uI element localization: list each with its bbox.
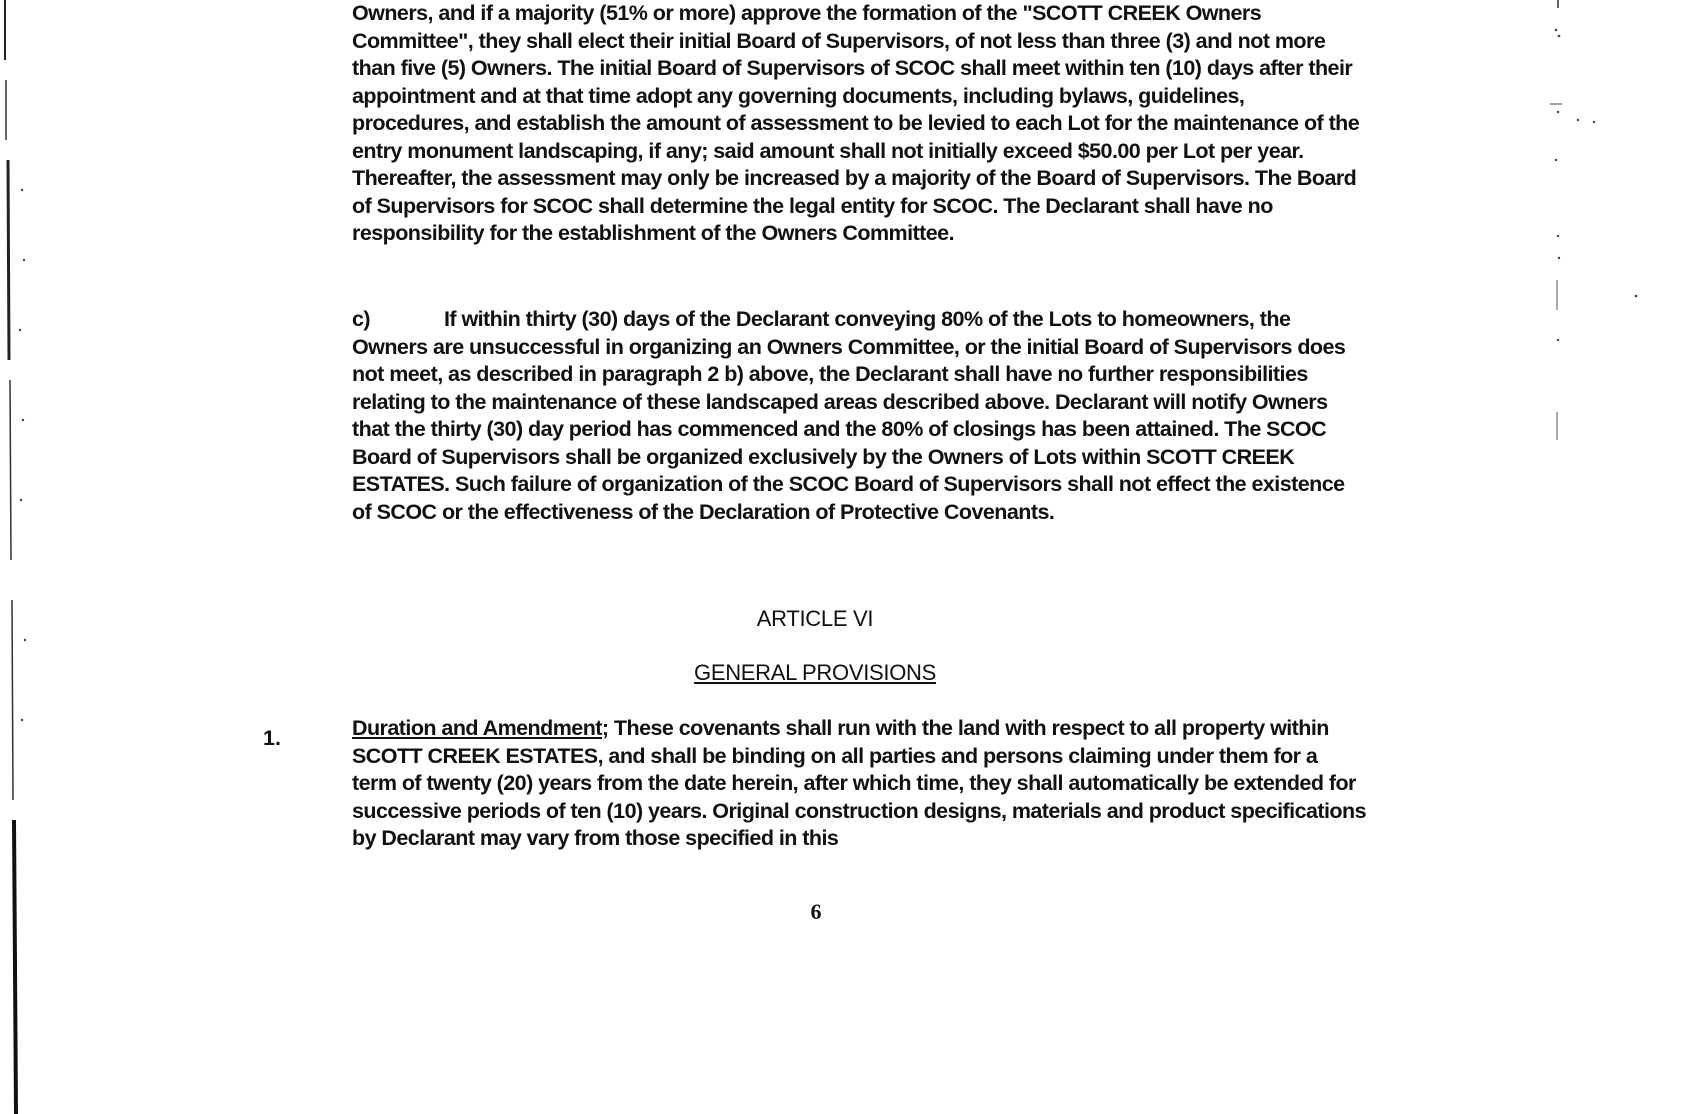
paragraph-committee-formation: Owners, and if a majority (51% or more) approve the formation of the "SCOTT CREEK Owners Committee", they shall elect their initial Board of Supervisors, of not less than three (3) and not more than five (5) Owners. The initial Board of Supervisors of SCOC shall meet within ten (10) days after their appointment and at that time adopt any governing documents, including bylaws, guidelines, procedures, and establish the amount of assessment to be levied to each Lot for the maintenance of the entry monument landscaping, if any; said amount shall not initially exceed $50.00 per Lot per year. Thereafter, the assessment may only be increased by a majority of the Board of Supervisors. The Board of Supervisors for SCOC shall determine the legal entity for SCOC. The Declarant shall have no responsibility for the establishment of the Owners Committee. <box>352 1 1360 245</box>
scan-left-edge <box>0 0 30 1114</box>
item-1-number: 1. <box>263 726 281 750</box>
paragraph-c-text: If within thirty (30) days of the Declarant conveying 80% of the Lots to homeowners, the Owners are unsuccessful in organizing an Owners Committee, or the initial Board of Supervisors does not meet, as described in paragraph 2 b) above, the Declarant shall have no further responsibilities relating to the maintenance of these landscaped areas described above. Declarant will notify Owners that the thirty (30) day period has commenced and the 80% of closings has been attained. The SCOC Board of Supervisors shall be organized exclusively by the Owners of Lots within SCOTT CREEK ESTATES. Such failure of organization of the SCOC Board of Supervisors shall not effect the existence of SCOC or the effectiveness of the Declaration of Protective Covenants. <box>352 307 1346 524</box>
item-1-text: These covenants shall run with the land with respect to all property within SCOTT CREEK ESTATES, and shall be binding on all parties and persons claiming under them for a term of twenty (20) years from the date herein, after which time, they shall automatically be extended for successive periods of ten (10) years. Original construction designs, materials and product specifications by Declarant may vary from those specified in this <box>352 716 1366 850</box>
item-1-paragraph <box>352 715 1366 853</box>
paragraph-c-label: c) <box>352 307 371 331</box>
page-number: 6 <box>810 899 822 924</box>
paragraph-c <box>352 306 1366 526</box>
scan-right-specks <box>1536 0 1696 460</box>
section-heading: GENERAL PROVISIONS <box>694 660 936 685</box>
article-heading: ARTICLE VI <box>756 606 874 631</box>
item-1-title: Duration and Amendment; <box>352 716 609 740</box>
